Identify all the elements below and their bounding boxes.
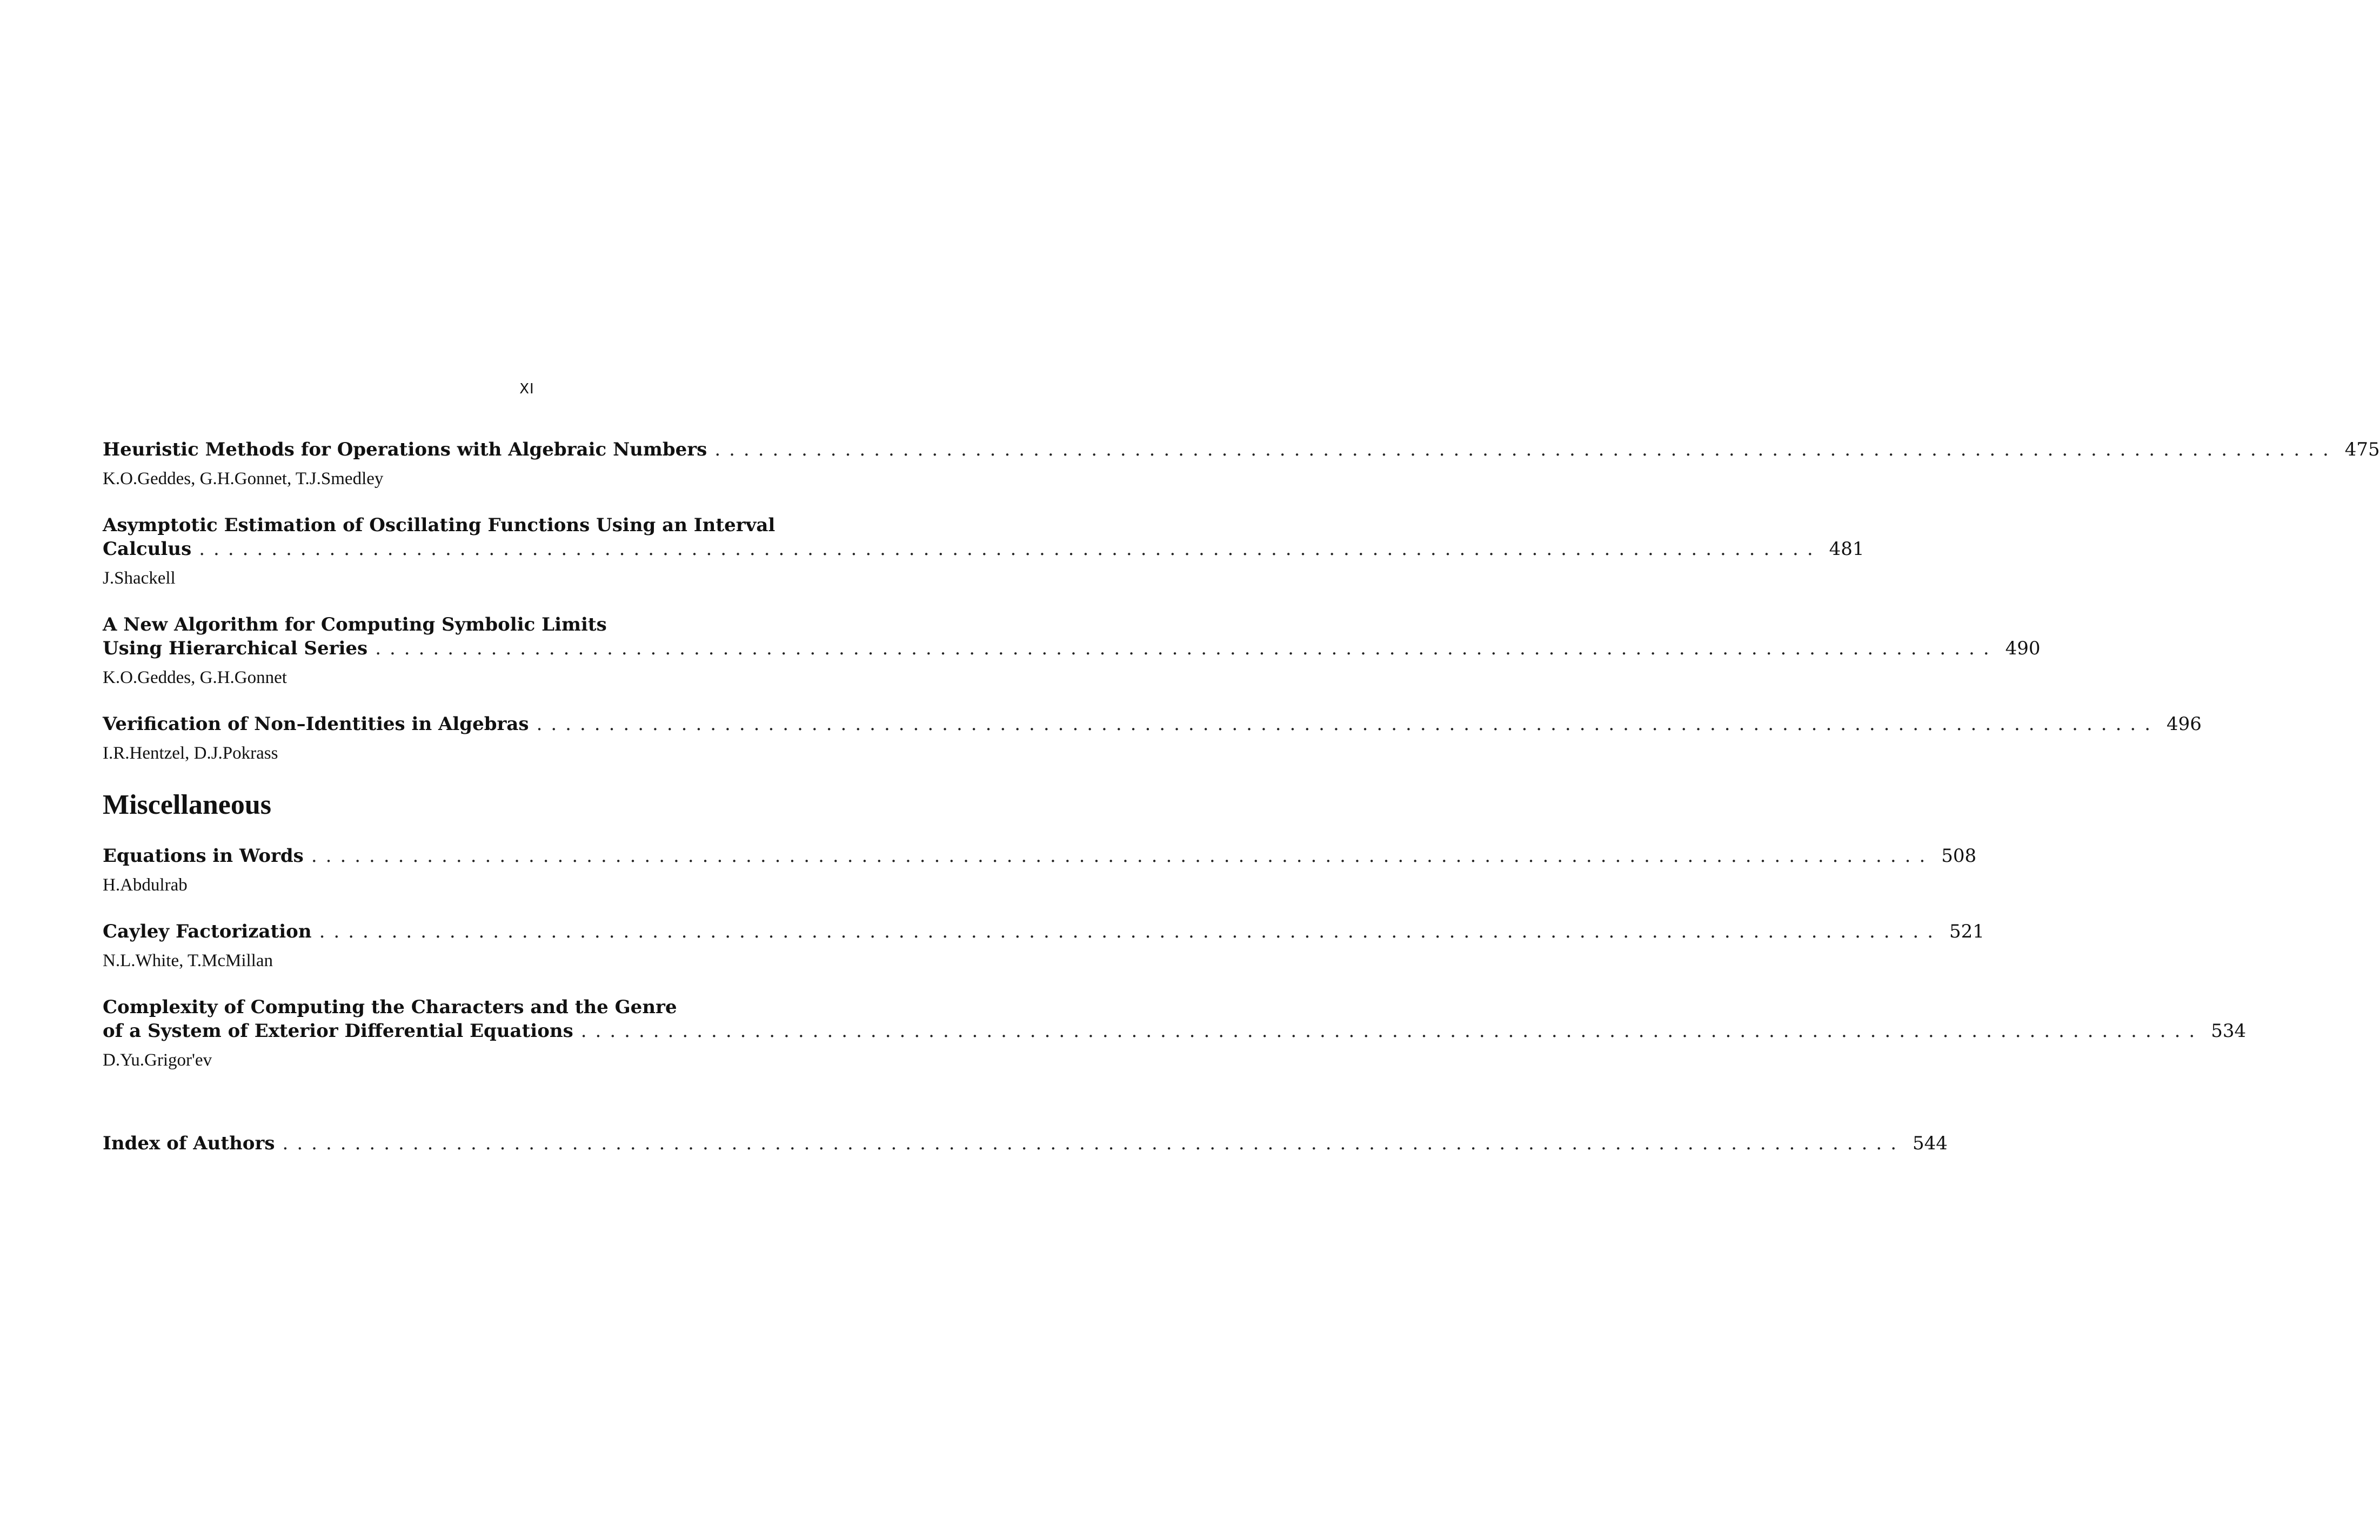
toc-entry-line xyxy=(103,1131,1948,1155)
toc-entry-authors: I.R.Hentzel, D.J.Pokrass xyxy=(103,744,278,763)
dot-leader: ................................................................................................................ xyxy=(319,921,1942,942)
toc-entry-title: Equations in Words xyxy=(103,845,304,867)
toc-entry-authors: H.Abdulrab xyxy=(103,875,188,895)
toc-entry-page: 475 xyxy=(2344,439,2380,460)
toc-entry-authors: K.O.Geddes, G.H.Gonnet, T.J.Smedley xyxy=(103,469,384,488)
toc-entry xyxy=(103,513,1864,590)
toc-entry-authors: N.L.White, T.McMillan xyxy=(103,951,273,970)
dot-leader: ................................................................................................................ xyxy=(375,638,1998,659)
toc-entry-title-line: Complexity of Computing the Characters and the Genre xyxy=(103,996,677,1018)
toc-entry-title: Heuristic Methods for Operations with Algebraic Numbers xyxy=(103,439,707,460)
toc-entry-page: 496 xyxy=(2167,713,2202,735)
toc-entry xyxy=(103,438,2380,491)
dot-leader: ................................................................................................................ xyxy=(580,1020,2204,1042)
toc-entry-authors: J.Shackell xyxy=(103,568,176,588)
toc-entry-line xyxy=(103,537,1864,561)
toc-entry-title: Cayley Factorization xyxy=(103,921,312,942)
toc-entry-page: 508 xyxy=(1941,845,1977,867)
toc-entry-line xyxy=(103,844,1977,868)
index-of-authors-label: Index of Authors xyxy=(103,1133,275,1154)
toc-entry-line xyxy=(103,438,2380,461)
section-heading: Miscellaneous xyxy=(103,789,271,820)
toc-entry-line xyxy=(103,712,2202,736)
toc-entry xyxy=(103,920,1984,973)
toc-entry-page: 490 xyxy=(2005,638,2041,659)
toc-entry-title: Using Hierarchical Series xyxy=(103,638,368,659)
page-number: XI xyxy=(519,381,534,397)
toc-entry-page: 481 xyxy=(1829,538,1864,560)
toc-entry-line xyxy=(103,1019,2247,1043)
dot-leader: ................................................................................................................ xyxy=(714,439,2337,460)
toc-entry-title: Calculus xyxy=(103,538,192,560)
table-of-contents xyxy=(103,438,2380,1178)
toc-entry-line xyxy=(103,637,2041,660)
index-of-authors-page: 544 xyxy=(1913,1133,1948,1154)
toc-entry-line xyxy=(103,920,1984,943)
dot-leader: ................................................................................................................ xyxy=(536,713,2160,735)
toc-entry-title-line: A New Algorithm for Computing Symbolic Limits xyxy=(103,614,607,635)
toc-entry xyxy=(103,995,2247,1072)
toc-entry xyxy=(103,844,1977,897)
toc-entry-authors: D.Yu.Grigor'ev xyxy=(103,1050,212,1070)
toc-entry-authors: K.O.Geddes, G.H.Gonnet xyxy=(103,668,287,687)
toc-entry-title: Verification of Non–Identities in Algebras xyxy=(103,713,529,735)
toc-entry-title-line: Asymptotic Estimation of Oscillating Functions Using an Interval xyxy=(103,514,775,536)
dot-leader: ................................................................................................................ xyxy=(199,538,1822,560)
toc-entry xyxy=(103,712,2202,765)
toc-entry-page: 534 xyxy=(2211,1020,2247,1042)
index-of-authors-entry xyxy=(103,1131,1948,1155)
toc-entry-title: of a System of Exterior Differential Equations xyxy=(103,1020,573,1042)
toc-entry xyxy=(103,613,2041,689)
dot-leader: ................................................................................................................ xyxy=(311,845,1934,867)
dot-leader: ................................................................................................................ xyxy=(282,1133,1905,1154)
toc-entry-page: 521 xyxy=(1949,921,1984,942)
